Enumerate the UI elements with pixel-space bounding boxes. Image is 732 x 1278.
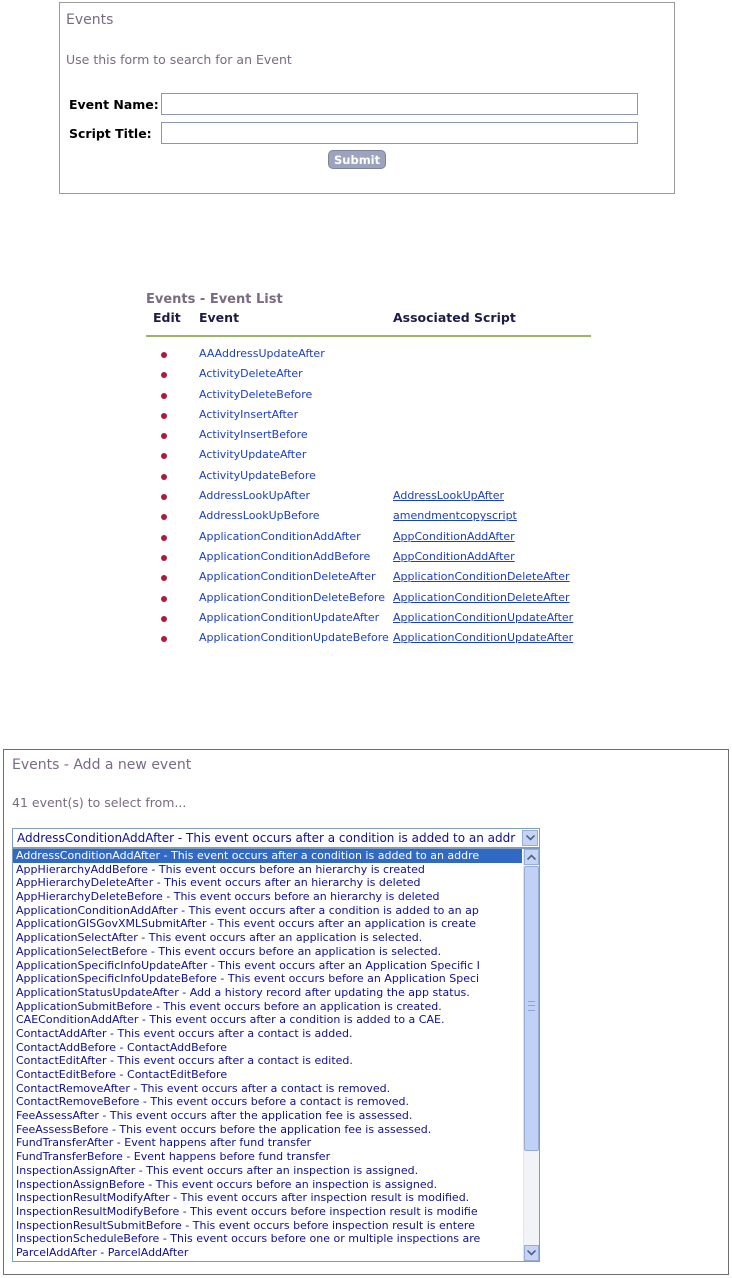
grip-icon bbox=[528, 1001, 535, 1011]
event-name-input[interactable] bbox=[161, 93, 638, 115]
bullet-icon[interactable] bbox=[161, 413, 167, 419]
list-item[interactable]: ContactAddAfter - This event occurs after a contact is added. bbox=[16, 1026, 353, 1040]
list-item[interactable]: InspectionAssignAfter - This event occurs after an inspection is assigned. bbox=[16, 1163, 419, 1177]
edit-column-header: Edit bbox=[153, 310, 181, 325]
list-item[interactable]: ApplicationGISGovXMLSubmitAfter - This event occurs after an application is create bbox=[16, 917, 476, 931]
bullet-icon[interactable] bbox=[161, 514, 167, 520]
chevron-down-icon[interactable] bbox=[522, 830, 538, 846]
list-item[interactable]: InspectionResultSubmitBefore - This event occurs before inspection result is entere bbox=[16, 1218, 475, 1232]
script-title-input[interactable] bbox=[161, 122, 638, 144]
list-item[interactable]: ContactEditAfter - This event occurs after a contact is edited. bbox=[16, 1054, 353, 1068]
event-name-label: Event Name: bbox=[69, 97, 159, 112]
list-item[interactable]: FeeAssessBefore - This event occurs before the application fee is assessed. bbox=[16, 1122, 432, 1136]
table-row bbox=[0, 568, 732, 588]
event-name: ActivityUpdateAfter bbox=[199, 448, 307, 462]
table-row bbox=[0, 629, 732, 649]
event-list bbox=[0, 345, 732, 649]
script-column-header: Associated Script bbox=[393, 310, 516, 325]
list-item[interactable]: FundTransferBefore - Event happens before fund transfer bbox=[16, 1150, 331, 1164]
associated-script-link[interactable]: amendmentcopyscript bbox=[393, 509, 517, 523]
event-name: AAAddressUpdateAfter bbox=[199, 347, 325, 360]
bullet-icon[interactable] bbox=[161, 393, 167, 399]
event-name: ApplicationConditionAddAfter bbox=[199, 529, 361, 543]
table-row bbox=[0, 507, 732, 527]
list-item[interactable]: ParcelAddAfter - ParcelAddAfter bbox=[16, 1245, 189, 1259]
table-row bbox=[0, 548, 732, 568]
associated-script-link[interactable]: ApplicationConditionUpdateAfter bbox=[393, 610, 574, 624]
list-item[interactable]: ApplicationSpecificInfoUpdateAfter - This event occurs after an Application Specific I bbox=[16, 958, 480, 972]
associated-script-link[interactable]: AppConditionAddAfter bbox=[393, 549, 515, 563]
submit-button[interactable]: Submit bbox=[328, 150, 386, 169]
event-name: AddressLookUpBefore bbox=[199, 509, 320, 523]
event-name: ActivityInsertBefore bbox=[199, 428, 308, 442]
list-item[interactable]: InspectionResultModifyAfter - This event occurs after inspection result is modified. bbox=[16, 1191, 470, 1205]
bullet-icon[interactable] bbox=[161, 453, 167, 459]
script-title-label: Script Title: bbox=[69, 126, 152, 141]
list-item[interactable]: ApplicationSelectBefore - This event occurs before an application is selected. bbox=[16, 944, 442, 958]
bullet-icon[interactable] bbox=[161, 616, 167, 622]
event-column-header: Event bbox=[199, 310, 240, 325]
bullet-icon[interactable] bbox=[161, 433, 167, 439]
list-item[interactable]: ContactRemoveAfter - This event occurs after a contact is removed. bbox=[16, 1081, 391, 1095]
bullet-icon[interactable] bbox=[161, 474, 167, 480]
associated-script-link[interactable]: ApplicationConditionUpdateAfter bbox=[393, 631, 574, 645]
event-count-text: 41 event(s) to select from... bbox=[12, 795, 187, 810]
chevron-down-icon[interactable] bbox=[524, 1245, 539, 1261]
table-row bbox=[0, 386, 732, 406]
bullet-icon[interactable] bbox=[161, 535, 167, 541]
listbox-scrollbar[interactable] bbox=[523, 849, 539, 1261]
list-item[interactable]: AppHierarchyAddBefore - This event occurs before an hierarchy is created bbox=[16, 862, 425, 876]
list-item[interactable]: ContactEditBefore - ContactEditBefore bbox=[16, 1068, 228, 1081]
event-name: ActivityDeleteBefore bbox=[199, 387, 313, 401]
add-event-title: Events - Add a new event bbox=[12, 757, 192, 773]
table-row bbox=[0, 487, 732, 507]
event-select-value: AddressConditionAddAfter - This event occurs after a condition is added to an addr bbox=[17, 831, 516, 845]
bullet-icon[interactable] bbox=[161, 352, 167, 358]
bullet-icon[interactable] bbox=[161, 555, 167, 561]
table-row bbox=[0, 365, 732, 385]
associated-script-link[interactable]: AddressLookUpAfter bbox=[393, 489, 505, 503]
associated-script-link[interactable]: AppConditionAddAfter bbox=[393, 529, 515, 543]
event-name: AddressLookUpAfter bbox=[199, 489, 311, 503]
event-options-listbox[interactable] bbox=[12, 848, 540, 1262]
list-item[interactable]: AddressConditionAddAfter - This event occurs after a condition is added to an addre bbox=[13, 849, 522, 863]
event-name: ApplicationConditionUpdateAfter bbox=[199, 610, 380, 624]
bullet-icon[interactable] bbox=[161, 372, 167, 378]
list-item[interactable]: CAEConditionAddAfter - This event occurs after a condition is added to a CAE. bbox=[16, 1013, 445, 1027]
table-row bbox=[0, 609, 732, 629]
chevron-up-icon[interactable] bbox=[524, 849, 539, 865]
list-item[interactable]: ApplicationConditionAddAfter - This event occurs after a condition is added to an ap bbox=[16, 903, 479, 917]
event-name: ApplicationConditionAddBefore bbox=[199, 549, 371, 563]
list-item[interactable]: ApplicationStatusUpdateAfter - Add a history record after updating the app status. bbox=[16, 985, 470, 999]
add-event-panel bbox=[3, 749, 729, 1275]
table-row bbox=[0, 528, 732, 548]
event-name: ActivityInsertAfter bbox=[199, 407, 299, 421]
table-row bbox=[0, 426, 732, 446]
header-divider bbox=[146, 335, 591, 337]
list-item[interactable]: InspectionResultModifyBefore - This event occurs before inspection result is modifie bbox=[16, 1204, 478, 1218]
search-description: Use this form to search for an Event bbox=[66, 52, 292, 67]
list-item[interactable]: FeeAssessAfter - This event occurs after the application fee is assessed. bbox=[16, 1109, 413, 1123]
event-name: ApplicationConditionDeleteAfter bbox=[199, 570, 376, 584]
list-item[interactable]: AppHierarchyDeleteBefore - This event occurs before an hierarchy is deleted bbox=[16, 890, 440, 904]
associated-script-link[interactable]: ApplicationConditionDeleteAfter bbox=[393, 570, 570, 584]
associated-script-link[interactable]: ApplicationConditionDeleteAfter bbox=[393, 590, 570, 604]
list-item[interactable]: FundTransferAfter - Event happens after fund transfer bbox=[16, 1136, 312, 1150]
event-list-title: Events - Event List bbox=[146, 292, 283, 307]
event-name: ApplicationConditionDeleteBefore bbox=[199, 590, 386, 604]
event-name: ActivityDeleteAfter bbox=[199, 367, 303, 381]
bullet-icon[interactable] bbox=[161, 596, 167, 602]
event-name: ApplicationConditionUpdateBefore bbox=[199, 631, 389, 645]
event-search-panel bbox=[59, 2, 675, 194]
list-item[interactable]: ApplicationSelectAfter - This event occurs after an application is selected. bbox=[16, 931, 423, 945]
table-row bbox=[0, 589, 732, 609]
list-item[interactable]: InspectionScheduleBefore - This event occurs before one or multiple inspections are bbox=[16, 1232, 481, 1246]
scrollbar-thumb[interactable] bbox=[524, 866, 539, 1151]
event-options bbox=[13, 849, 522, 1260]
list-item[interactable]: ContactRemoveBefore - This event occurs before a contact is removed. bbox=[16, 1095, 410, 1109]
list-item[interactable]: AppHierarchyDeleteAfter - This event occurs after an hierarchy is deleted bbox=[16, 876, 421, 890]
table-row bbox=[0, 446, 732, 466]
event-name: ActivityUpdateBefore bbox=[199, 468, 316, 482]
search-panel-title: Events bbox=[66, 12, 114, 28]
bullet-icon[interactable] bbox=[161, 494, 167, 500]
table-row bbox=[0, 406, 732, 426]
list-item[interactable]: ContactAddBefore - ContactAddBefore bbox=[16, 1040, 228, 1054]
list-item[interactable]: InspectionAssignBefore - This event occurs before an inspection is assigned. bbox=[16, 1177, 438, 1191]
event-select-dropdown[interactable] bbox=[12, 828, 540, 848]
bullet-icon[interactable] bbox=[161, 575, 167, 581]
list-item[interactable]: ApplicationSubmitBefore - This event occurs before an application is created. bbox=[16, 999, 442, 1013]
bullet-icon[interactable] bbox=[161, 636, 167, 642]
table-row bbox=[0, 467, 732, 487]
table-row bbox=[0, 345, 732, 365]
list-item[interactable]: ApplicationSpecificInfoUpdateBefore - This event occurs before an Application Speci bbox=[16, 972, 480, 986]
